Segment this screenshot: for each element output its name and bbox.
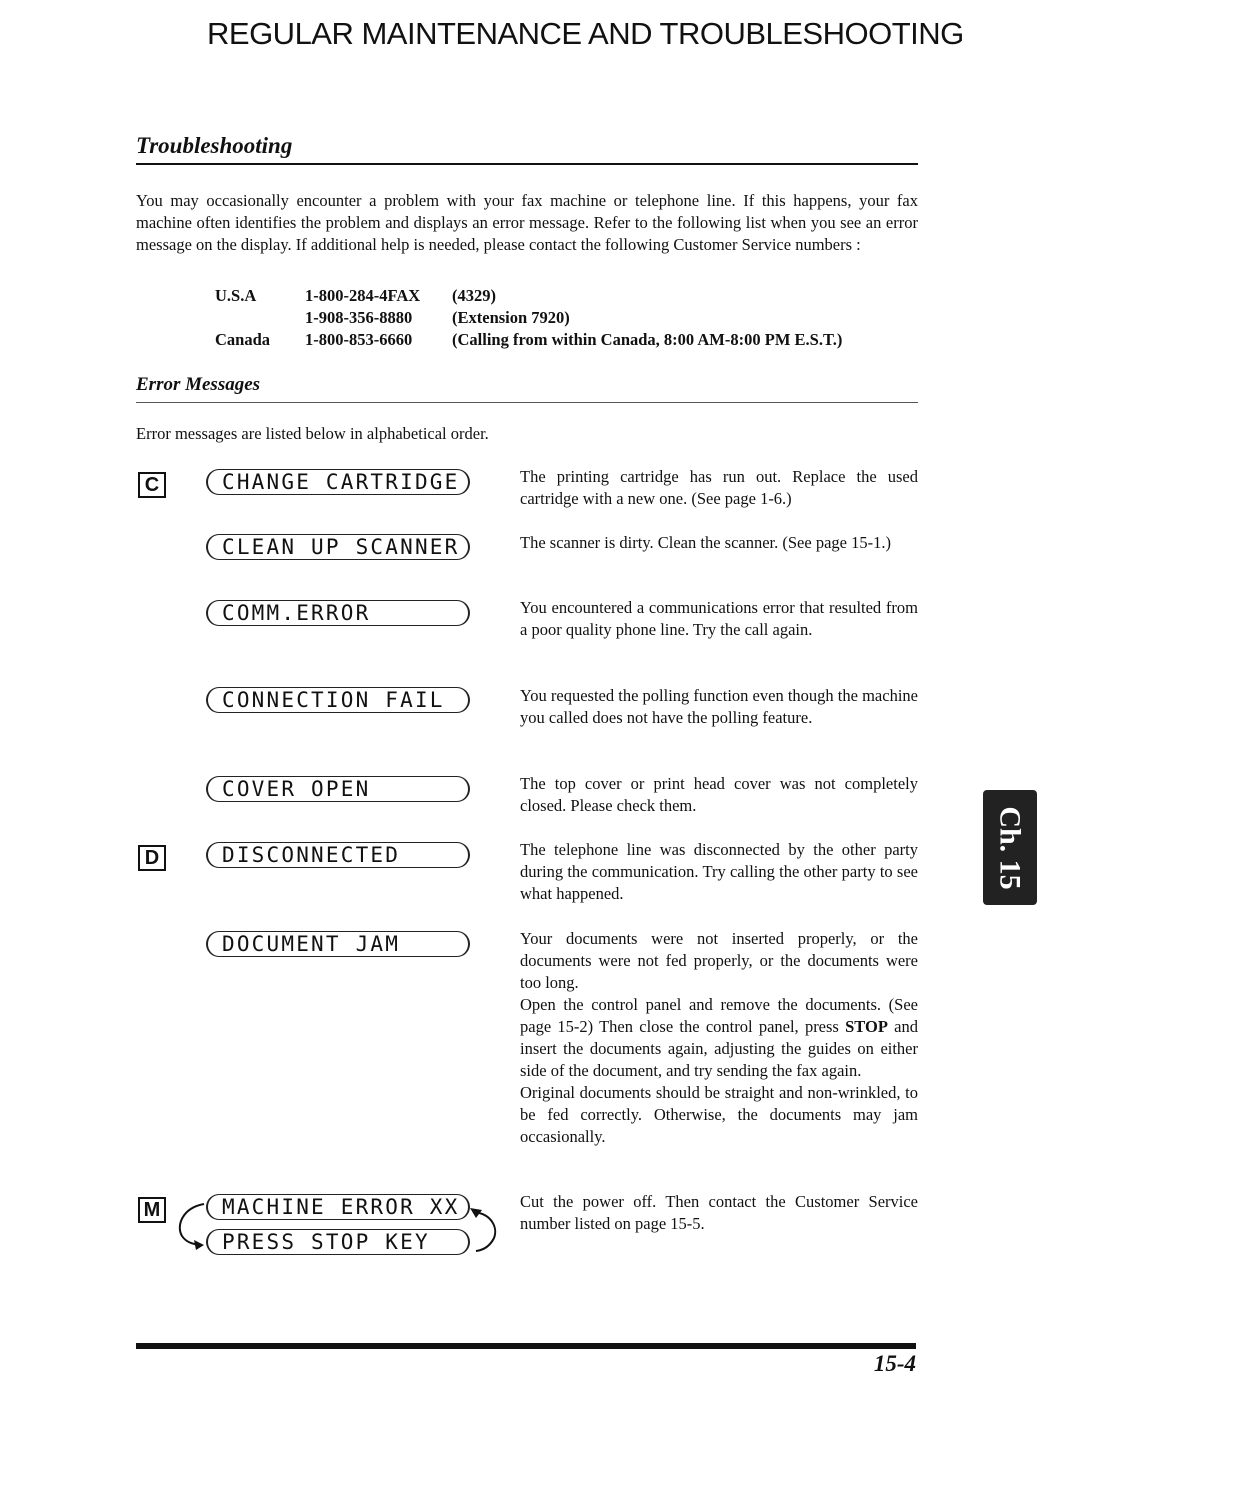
error-description: The top cover or print head cover was not completely closed. Please check them.	[520, 774, 918, 815]
subsection-divider	[136, 402, 918, 403]
contact-row	[215, 329, 842, 351]
contact-number: 1-908-356-8880	[305, 308, 413, 327]
letter-index-d: D	[138, 845, 166, 871]
page-header-title: REGULAR MAINTENANCE AND TROUBLESHOOTING	[207, 16, 964, 51]
stop-key-label: STOP	[845, 1017, 888, 1036]
contact-note: (Extension 7920)	[452, 308, 570, 327]
error-description-part	[520, 994, 918, 1082]
contact-note: (4329)	[452, 286, 496, 305]
error-description-part: Your documents were not inserted properly, or the documents were not fed properly, or the documents were too long.	[520, 929, 918, 992]
contact-region: Canada	[215, 330, 271, 349]
lcd-display-message: CHANGE CARTRIDGE	[206, 469, 470, 495]
chapter-tab	[983, 790, 1037, 905]
intro-paragraph: You may occasionally encounter a problem with your fax machine or telephone line. If this happens, your fax machine often identifies the problem and displays an error message. Refer to the following list when you see an error message on the display. If additional help is needed, please contact the following Customer Service numbers :	[136, 191, 918, 254]
description-text: Open the control panel and remove the documents. (See page 15-2) Then close the control panel, press	[520, 995, 918, 1036]
error-description: You requested the polling function even though the machine you called does not have the polling feature.	[520, 686, 918, 727]
page-number: 15-4	[873, 1351, 916, 1376]
contact-region	[215, 307, 305, 329]
contact-number: 1-800-284-4FAX	[305, 286, 421, 305]
error-description: The telephone line was disconnected by the other party during the communication. Try calling the other party to see what happened.	[520, 840, 918, 903]
contact-number: 1-800-853-6660	[305, 330, 413, 349]
error-description-part: Original documents should be straight and non-wrinkled, to be fed correctly. Otherwise, the documents may jam occasionally.	[520, 1083, 918, 1146]
error-description: The printing cartridge has run out. Replace the used cartridge with a new one. (See page 1-6.)	[520, 467, 918, 508]
section-title: Troubleshooting	[136, 133, 293, 158]
lcd-display-message: COVER OPEN	[206, 776, 470, 802]
description-text: and insert the documents again, adjusting the guides on either side of the document, and try sending the fax again.	[520, 1017, 918, 1080]
chapter-tab-label: Ch. 15	[994, 805, 1028, 890]
contact-row	[215, 285, 842, 307]
letter-index-m: M	[138, 1197, 166, 1223]
error-description	[520, 928, 918, 1148]
error-list-intro: Error messages are listed below in alphabetical order.	[136, 424, 489, 443]
contact-list	[215, 285, 842, 351]
error-description: You encountered a communications error that resulted from a poor quality phone line. Try the call again.	[520, 598, 918, 639]
section-divider	[136, 163, 918, 165]
contact-row	[215, 307, 842, 329]
alternate-arrow-left-icon	[170, 1198, 210, 1258]
lcd-display-message: DISCONNECTED	[206, 842, 470, 868]
letter-index-c: C	[138, 472, 166, 498]
alternate-arrow-right-icon	[468, 1198, 508, 1258]
lcd-display-message: COMM.ERROR	[206, 600, 470, 626]
lcd-display-message: CONNECTION FAIL	[206, 687, 470, 713]
error-messages-title: Error Messages	[136, 374, 261, 395]
lcd-display-message: MACHINE ERROR XX	[206, 1194, 470, 1220]
error-description: Cut the power off. Then contact the Customer Service number listed on page 15-5.	[520, 1192, 918, 1233]
contact-note: (Calling from within Canada, 8:00 AM-8:00 PM E.S.T.)	[452, 330, 843, 349]
footer-rule	[136, 1343, 916, 1349]
lcd-display-message: DOCUMENT JAM	[206, 931, 470, 957]
error-description: The scanner is dirty. Clean the scanner. (See page 15-1.)	[520, 533, 891, 552]
lcd-display-message-alternate: PRESS STOP KEY	[206, 1229, 470, 1255]
lcd-display-message: CLEAN UP SCANNER	[206, 534, 470, 560]
contact-region: U.S.A	[215, 286, 257, 305]
